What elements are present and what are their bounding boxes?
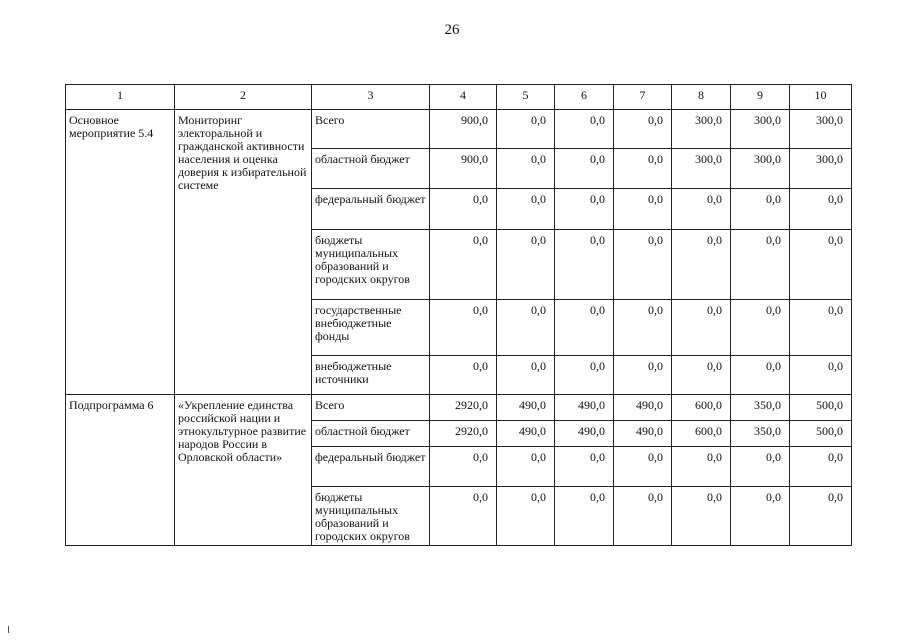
value-cell: 300,0: [731, 149, 790, 189]
funding-source-cell: областной бюджет: [312, 149, 430, 189]
column-header: 5: [497, 85, 555, 110]
column-header: 3: [312, 85, 430, 110]
funding-source-cell: Всего: [312, 395, 430, 421]
value-cell: 0,0: [731, 300, 790, 356]
value-cell: 600,0: [672, 395, 731, 421]
value-cell: 0,0: [731, 447, 790, 487]
funding-source-cell: федеральный бюджет: [312, 447, 430, 487]
column-header: 8: [672, 85, 731, 110]
value-cell: 0,0: [790, 447, 852, 487]
value-cell: 0,0: [555, 300, 614, 356]
value-cell: 490,0: [614, 421, 672, 447]
value-cell: 350,0: [731, 421, 790, 447]
value-cell: 490,0: [497, 421, 555, 447]
value-cell: 500,0: [790, 395, 852, 421]
value-cell: 300,0: [672, 149, 731, 189]
value-cell: 0,0: [497, 356, 555, 395]
value-cell: 0,0: [497, 447, 555, 487]
value-cell: 490,0: [614, 395, 672, 421]
column-header: 2: [175, 85, 312, 110]
activity-title-cell: «Укрепление единства российской нации и этнокультурное развитие народов России в Орловской области»: [175, 395, 312, 546]
value-cell: 0,0: [555, 149, 614, 189]
value-cell: 0,0: [614, 230, 672, 300]
value-cell: 0,0: [555, 356, 614, 395]
value-cell: 0,0: [430, 356, 497, 395]
value-cell: 0,0: [497, 230, 555, 300]
funding-source-cell: областной бюджет: [312, 421, 430, 447]
activity-cell: Подпрограмма 6: [66, 395, 175, 546]
value-cell: 0,0: [614, 356, 672, 395]
value-cell: 0,0: [672, 300, 731, 356]
value-cell: 0,0: [672, 189, 731, 230]
value-cell: 300,0: [731, 110, 790, 149]
column-header: 10: [790, 85, 852, 110]
funding-source-cell: бюджеты муниципальных образований и городских округов: [312, 230, 430, 300]
value-cell: 2920,0: [430, 421, 497, 447]
value-cell: 0,0: [614, 110, 672, 149]
scan-artifact: [8, 626, 9, 633]
value-cell: 0,0: [555, 230, 614, 300]
column-header: 7: [614, 85, 672, 110]
value-cell: 0,0: [614, 447, 672, 487]
value-cell: 0,0: [790, 487, 852, 546]
value-cell: 0,0: [790, 356, 852, 395]
value-cell: 0,0: [430, 230, 497, 300]
value-cell: 0,0: [555, 447, 614, 487]
value-cell: 0,0: [731, 189, 790, 230]
value-cell: 490,0: [555, 395, 614, 421]
funding-source-cell: Всего: [312, 110, 430, 149]
value-cell: 0,0: [731, 230, 790, 300]
value-cell: 0,0: [614, 149, 672, 189]
page-number: 26: [444, 22, 460, 38]
value-cell: 0,0: [614, 487, 672, 546]
value-cell: 0,0: [672, 356, 731, 395]
value-cell: 490,0: [555, 421, 614, 447]
value-cell: 0,0: [731, 487, 790, 546]
value-cell: 350,0: [731, 395, 790, 421]
value-cell: 0,0: [497, 189, 555, 230]
value-cell: 0,0: [430, 447, 497, 487]
value-cell: 0,0: [497, 300, 555, 356]
funding-source-cell: бюджеты муниципальных образований и городских округов: [312, 487, 430, 546]
value-cell: 0,0: [430, 487, 497, 546]
value-cell: 900,0: [430, 149, 497, 189]
value-cell: 500,0: [790, 421, 852, 447]
value-cell: 2920,0: [430, 395, 497, 421]
value-cell: 0,0: [672, 230, 731, 300]
value-cell: 0,0: [497, 149, 555, 189]
value-cell: 0,0: [497, 487, 555, 546]
funding-source-cell: внебюджетные источники: [312, 356, 430, 395]
value-cell: 0,0: [430, 189, 497, 230]
table-row: [66, 110, 852, 149]
value-cell: 0,0: [555, 110, 614, 149]
value-cell: 0,0: [790, 300, 852, 356]
value-cell: 0,0: [672, 447, 731, 487]
value-cell: 600,0: [672, 421, 731, 447]
column-header: 9: [731, 85, 790, 110]
budget-table: [65, 84, 852, 546]
funding-source-cell: федеральный бюджет: [312, 189, 430, 230]
value-cell: 0,0: [790, 230, 852, 300]
table-row: [66, 395, 852, 421]
value-cell: 0,0: [430, 300, 497, 356]
value-cell: 0,0: [731, 356, 790, 395]
funding-source-cell: государственные внебюджетные фонды: [312, 300, 430, 356]
value-cell: 0,0: [790, 189, 852, 230]
value-cell: 0,0: [497, 110, 555, 149]
value-cell: 300,0: [790, 149, 852, 189]
value-cell: 490,0: [497, 395, 555, 421]
activity-cell: Основное мероприятие 5.4: [66, 110, 175, 395]
value-cell: 0,0: [555, 487, 614, 546]
column-header: 1: [66, 85, 175, 110]
value-cell: 900,0: [430, 110, 497, 149]
column-header: 4: [430, 85, 497, 110]
value-cell: 300,0: [790, 110, 852, 149]
column-header: 6: [555, 85, 614, 110]
header-row: [66, 85, 852, 110]
activity-title-cell: Мониторинг электоральной и гражданской активности населения и оценка доверия к избирательной системе: [175, 110, 312, 395]
value-cell: 0,0: [614, 189, 672, 230]
value-cell: 0,0: [555, 189, 614, 230]
value-cell: 300,0: [672, 110, 731, 149]
value-cell: 0,0: [614, 300, 672, 356]
value-cell: 0,0: [672, 487, 731, 546]
